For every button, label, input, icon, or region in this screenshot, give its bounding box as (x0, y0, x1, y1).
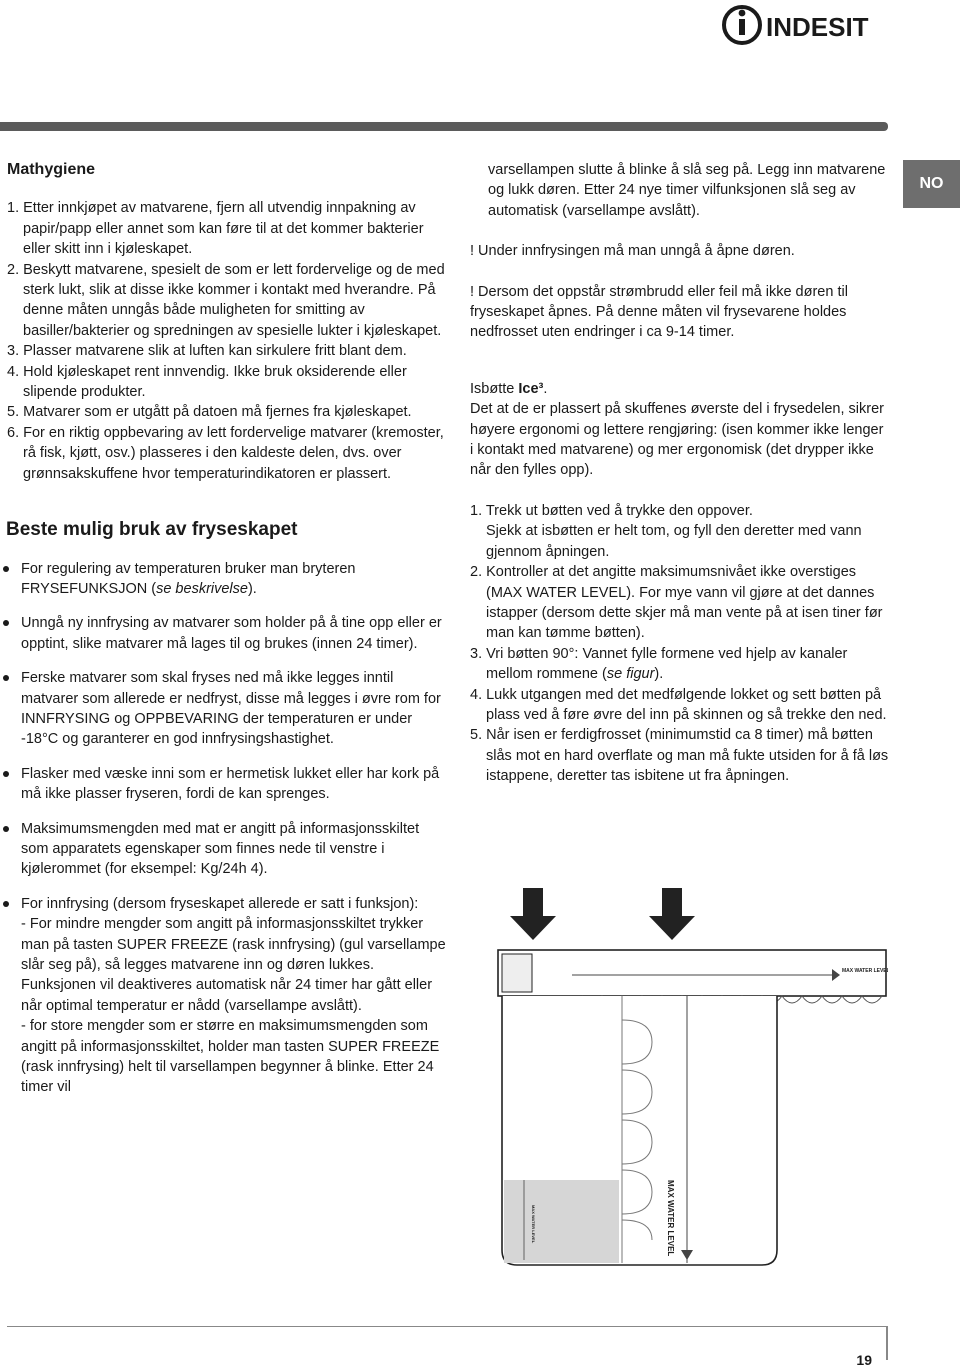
down-arrow-icon (649, 888, 695, 940)
list-item: 1. Etter innkjøpet av matvarene, fjern all utvendig innpakning av papir/papp eller annet som kan føre til at det kommer bakterier eller skitt inn i kjøleskapet. (7, 200, 424, 258)
list-item: 4. Lukk utgangen med det medfølgende lokket og sett bøtten på plass ved å føre øvre del inn på skinnen og så trekke den ned. (470, 686, 887, 723)
section-title-food-hygiene: Mathygiene (7, 161, 96, 178)
down-arrow-icon (510, 888, 556, 940)
list-item: 3. Plasser matvarene slik at luften kan sirkulere fritt blant dem. (7, 343, 407, 360)
header-divider-bar (0, 122, 888, 131)
section-title-freezer-use: Beste mulig bruk av fryseskapet (6, 519, 298, 541)
indesit-logo (720, 0, 890, 50)
freezer-bullet-list (7, 559, 447, 1098)
ice-steps-list (470, 501, 890, 787)
right-column (470, 160, 890, 787)
footer-rule (7, 1326, 887, 1327)
warning-power-outage: ! Dersom det oppstår strømbrudd eller feil må ikke døren til fryseskapet åpnes. På denne måten vil frysevarene holdes nedfrosset uten endringer i ca 9-14 timer. (470, 283, 848, 341)
ice-tray-description: Det at de er plassert på skuffenes øverste del i frysedelen, sikrer høyere ergonomi og lettere rengjøring: (isen kommer ikke lenger i kontakt med matvarene) og mer ergonomisk (det drypper ikke når den fylles opp). (470, 401, 884, 479)
ice-tray-title: Isbøtte Ice³. (470, 380, 548, 397)
bullet-icon (3, 826, 9, 832)
bullet-icon (3, 620, 9, 626)
max-level-label-small: MAX WATER LEVEL (531, 1205, 536, 1244)
list-item: 6. For en riktig oppbevaring av lett fordervelige matvarer (kremoster, rå fisk, kjøtt, osv.) plasseres i den kaldeste delen, dvs. over grønnsakskuffene hvor temperaturindikatoren er plassert. (7, 424, 444, 482)
list-item: 2. Beskytt matvarene, spesielt de som er lett fordervelige og de med sterk lukt, slik at disse ikke kommer i kontakt med hverandre. På denne måten unngås både muligheten for smitting av basiller/bakterier og spredningen av spesielle lukter i kjøleskapet. (7, 261, 445, 339)
bullet-icon (3, 566, 9, 572)
list-item: For regulering av temperaturen bruker man bryteren FRYSEFUNKSJON (se beskrivelse). (7, 559, 447, 600)
list-item: Unngå ny innfrysing av matvarer som holder på å tine opp eller er opptint, slike matvarer må lages til og brukes (innen 24 timer). (7, 613, 447, 654)
list-item: 5. Når isen er ferdigfrosset (minimumstid ca 8 timer) må bøtten slås mot en hard overflate og man må fukte utsiden for å få løs istappene, deretter tas isbitene ut fra åpningen. (470, 727, 889, 785)
bullet-icon (3, 771, 9, 777)
list-item: 3. Vri bøtten 90°: Vannet fylle formene ved hjelp av kanaler mellom rommene (se figur). (470, 645, 848, 683)
page-number: 19 (856, 1352, 872, 1368)
list-item: Maksimumsmengden med mat er angitt på informasjonsskiltet som apparatets egenskaper som finnes nede til venstre i kjølerommet (for eksempel: Kg/24h 4). (7, 819, 447, 880)
list-item: Flasker med væske inni som er hermetisk lukket eller har kork på må ikke plasser fryseren, fordi de kan sprenges. (7, 764, 447, 805)
continued-paragraph: varsellampen slutte å blinke å slå seg på. Legg inn matvarene og lukk døren. Etter 24 nye timer vilfunksjonen slå seg av automatisk (varsellampe avslått). (488, 162, 886, 219)
list-item: 5. Matvarer som er utgått på datoen må fjernes fra kjøleskapet. (7, 404, 412, 421)
footer-rule-tick (886, 1326, 888, 1360)
bullet-icon (3, 675, 9, 681)
max-level-label-top: MAX WATER LEVEL (842, 968, 888, 974)
list-item: Ferske matvarer som skal fryses ned må ikke legges inntil matvarer som allerede er nedfryst, disse må legges i øvre rom for INNFRYSING og OPPBEVARING der temperaturen er under -18°C og garanterer en god innfrysingshastighet. (7, 668, 447, 750)
left-column (7, 160, 447, 1098)
list-item: 1. Trekk ut bøtten ved å trykke den oppover. Sjekk at isbøtten er helt tom, og fyll den deretter med vann gjennom åpningen. (470, 502, 862, 560)
list-item: 2. Kontroller at det angitte maksimumsnivået ikke overstiges (MAX WATER LEVEL). For mye vann vil gjøre at det dannes istapper (dersom dette skjer må man vente på at isen tiner før man kan tømme bøtten). (470, 564, 883, 642)
brand-name: INDESIT (766, 12, 869, 42)
list-item: For innfrysing (dersom fryseskapet allerede er satt i funksjon): - For mindre mengder som angitt på informasjonsskiltet trykker man på tasten SUPER FREEZE (rask innfrysing) (gul varsellampe slår seg på), så legges matvarene inn og døren lukkes. Funksjonen vil deaktiveres automatisk når 24 timer har gått eller når optimal temperatur er nådd (varsellampe avslått). - for store mengder som er større en maksimumsmengden som angitt på informasjonsskiltet, holder man tasten SUPER FREEZE (rask innfrysing) helt til varsellampen begynner å blinke. Etter 24 timer vil (7, 894, 447, 1098)
language-tab: NO (903, 160, 960, 208)
max-level-label-large: MAX WATER LEVEL (666, 1180, 675, 1257)
bullet-icon (3, 901, 9, 907)
hygiene-list (7, 198, 447, 484)
list-item: 4. Hold kjøleskapet rent innvendig. Ikke bruk oksiderende eller slipende produkter. (7, 363, 407, 401)
warning-door: ! Under innfrysingen må man unngå å åpne døren. (470, 243, 795, 260)
ice-tray-illustration (462, 880, 888, 1275)
